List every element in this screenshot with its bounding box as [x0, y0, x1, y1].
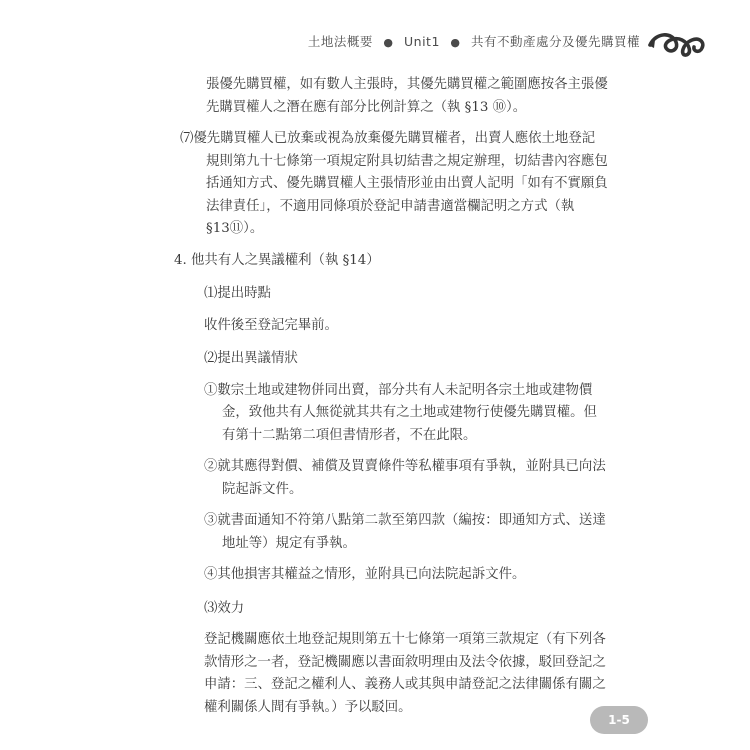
- item-body: 收件後至登記完畢前。: [204, 317, 338, 333]
- running-header: [308, 32, 640, 54]
- sub-item: ②就其應得對價、補償及買賣條件等私權事項有爭執，並附具已向法院起訴文件。: [204, 459, 606, 497]
- page-number-badge: 1-5: [590, 706, 648, 734]
- item-heading: ⑴提出時點: [204, 286, 271, 301]
- sub-item: ①數宗土地或建物併同出賣，部分共有人未記明各宗土地或建物價金，致他共有人無從就其共有之土地或建物行使優先購買權。但有第十二點第二項但書情形者，不在此限。: [204, 382, 597, 443]
- paragraph-continuation: 張優先購買權，如有數人主張時，其優先購買權之範圍應按各主張優先購買權人之潛在應有部分比例計算之（執 §13 ⑩）。: [206, 77, 608, 115]
- item-body: 登記機關應依土地登記規則第五十七條第一項第三款規定（有下列各款情形之一者，登記機關應以書面敘明理由及法令依據，駁回登記之申請：三、登記之權利人、義務人或其與申請登記之法律關係有關之權利關係人間有爭執。）予以駁回。: [204, 632, 606, 715]
- header-unit: Unit1: [404, 34, 440, 49]
- header-separator: ●: [450, 36, 461, 49]
- spiral-swirl-icon: [646, 28, 708, 58]
- item-heading: ⑵提出異議情狀: [204, 351, 298, 366]
- sub-item: ③就書面通知不符第八點第二款至第四款（編按：即通知方式、送達地址等）規定有爭執。: [204, 513, 606, 551]
- page-body: [174, 74, 608, 719]
- header-chapter-title: 共有不動產處分及優先購買權: [470, 34, 640, 49]
- paragraph-item-7: ⑺優先購買權人已放棄或視為放棄優先購買權者，出賣人應依土地登記規則第九十七條第一項規定附具切結書之規定辦理，切結書內容應包括通知方式、優先購買權人主張情形並由出賣人記明「如有不實願負法律責任」，不適用同條項於登記申請書適當欄記明之方式（執 §13⑪）。: [180, 131, 608, 236]
- header-book-title: 土地法概要: [307, 34, 373, 49]
- header-separator: ●: [383, 36, 394, 49]
- section-heading: 4. 他共有人之異議權利（執 §14）: [174, 252, 380, 268]
- sub-item: ④其他損害其權益之情形，並附具已向法院起訴文件。: [204, 567, 526, 582]
- item-heading: ⑶效力: [204, 600, 245, 616]
